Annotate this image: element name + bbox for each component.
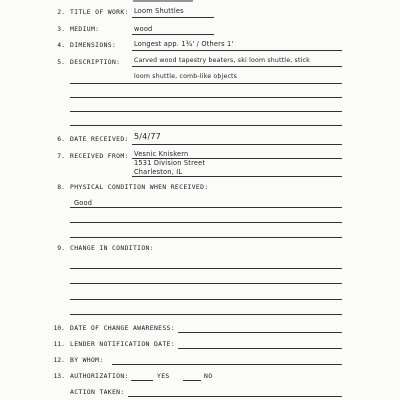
change-in-condition-line-4 [70, 314, 342, 315]
description-line-5 [70, 125, 342, 126]
lender-notification-label: LENDER NOTIFICATION DATE: [70, 340, 175, 348]
authorization-no-line [183, 380, 201, 381]
dimensions-line [132, 50, 342, 51]
received-from-city: Charleston, IL [134, 168, 183, 176]
medium-value: wood [134, 25, 153, 33]
received-from-street: 1531 Division Street [134, 159, 206, 167]
physical-condition-line-1 [70, 207, 342, 208]
dimensions-value: Longest app. 1¾' / Others 1' [134, 40, 234, 48]
item-number-8: 8. [57, 183, 65, 191]
item-number-3: 3. [57, 25, 65, 33]
item-number-6: 6. [57, 135, 65, 143]
change-in-condition-line-3 [70, 299, 342, 300]
description-label: DESCRIPTION: [70, 58, 121, 66]
by-whom-line [112, 364, 342, 365]
dimensions-label: DIMENSIONS: [70, 41, 117, 49]
physical-condition-line-3 [70, 237, 342, 238]
description-line-4 [70, 111, 342, 112]
medium-line [132, 34, 214, 35]
authorization-label: AUTHORIZATION: [70, 372, 129, 380]
date-received-value: 5/4/77 [134, 132, 161, 141]
description-value-line-1: Carved wood tapestry beaters, ski loom shuttle, stick [134, 57, 310, 64]
item-number-13: 13. [53, 372, 65, 380]
change-in-condition-line-2 [70, 283, 342, 284]
item-number-9: 9. [57, 244, 65, 252]
physical-condition-label: PHYSICAL CONDITION WHEN RECEIVED: [70, 183, 209, 191]
item-number-11: 11. [53, 340, 65, 348]
item-number-12: 12. [53, 356, 65, 364]
description-value-line-2: loom shuttle, comb-like objects [134, 73, 238, 80]
description-line-3 [70, 97, 342, 98]
title-of-work-line [132, 17, 214, 18]
description-line-2 [70, 83, 342, 84]
authorization-no-label: NO [204, 372, 213, 380]
item-number-7: 7. [57, 152, 65, 160]
date-received-label: DATE RECEIVED: [70, 135, 129, 143]
item-number-10: 10. [53, 324, 65, 332]
change-awareness-label: DATE OF CHANGE AWARENESS: [70, 324, 175, 332]
change-awareness-line [178, 332, 342, 333]
authorization-yes-line [131, 380, 153, 381]
item-number-2: 2. [57, 8, 65, 16]
physical-condition-line-2 [70, 222, 342, 223]
date-received-line [132, 144, 342, 145]
lender-notification-line [178, 348, 342, 349]
description-line-1 [132, 66, 342, 67]
action-taken-line [128, 396, 342, 397]
title-of-work-value: Loom Shuttles [134, 7, 184, 15]
change-in-condition-label: CHANGE IN CONDITION: [70, 244, 154, 252]
medium-label: MEDIUM: [70, 25, 100, 33]
action-taken-label: ACTION TAKEN: [70, 388, 125, 396]
received-from-name: Vesnic Kniskern [134, 150, 189, 158]
authorization-yes-label: YES [157, 372, 170, 380]
item-number-5: 5. [57, 58, 65, 66]
by-whom-label: BY WHOM: [70, 356, 104, 364]
cropped-previous-line [133, 0, 193, 2]
item-number-4: 4. [57, 41, 65, 49]
physical-condition-value: Good [74, 199, 93, 207]
change-in-condition-line-1 [70, 268, 342, 269]
received-from-label: RECEIVED FROM: [70, 152, 129, 160]
title-of-work-label: TITLE OF WORK: [70, 8, 129, 16]
received-from-line-2 [132, 176, 342, 177]
